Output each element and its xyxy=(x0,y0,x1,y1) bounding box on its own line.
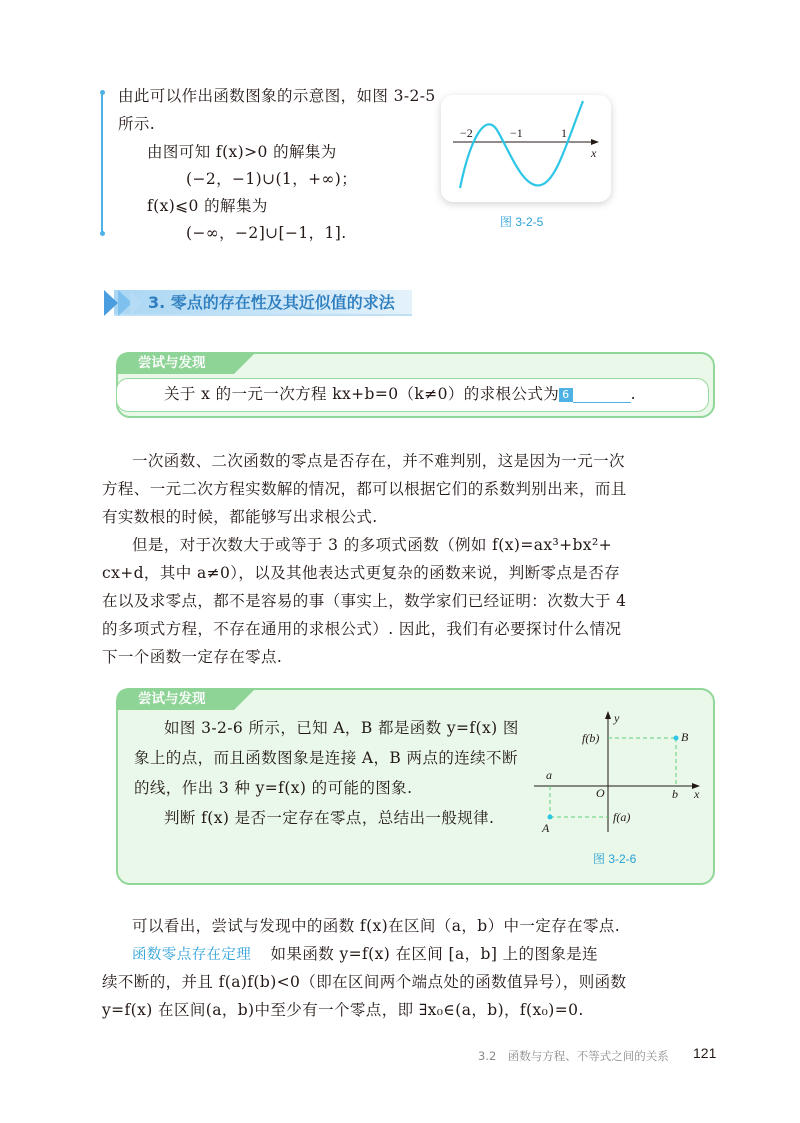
top-text-line-6: (−∞，−2]∪[−1，1]. xyxy=(186,224,347,242)
page-number: 121 xyxy=(693,1045,717,1061)
top-text-line-4: (−2，−1)∪(1，+∞)； xyxy=(186,170,358,188)
para2-line-2: cx+d，其中 a≠0），以及其他表达式更复杂的函数来说，判断零点是否存 xyxy=(102,564,621,582)
x-axis-arrow xyxy=(591,139,599,145)
point-a xyxy=(548,815,553,820)
x-axis-label: x xyxy=(694,787,700,801)
para3-line-1: 可以看出，尝试与发现中的函数 f(x)在区间（a，b）中一定存在零点. xyxy=(132,917,621,935)
box1-question xyxy=(164,378,636,410)
section-title: 3. 零点的存在性及其近似值的求法 xyxy=(148,293,395,312)
margin-rule xyxy=(101,93,103,233)
margin-rule-dot-bottom xyxy=(100,231,105,236)
origin-label: O xyxy=(596,786,605,800)
figure-3-2-6-caption: 图 3-2-6 xyxy=(593,852,637,866)
box2-line-1: 如图 3-2-6 所示，已知 A，B 都是函数 y=f(x) 图 xyxy=(164,719,519,737)
margin-rule-dot-top xyxy=(100,90,105,95)
fb-label: f(b) xyxy=(582,731,600,745)
para3-line-3: 续不断的，并且 f(a)f(b)<0（即在区间两个端点处的函数值异号），则函数 xyxy=(102,973,627,991)
box2-line-3: 的线，作出 3 种 y=f(x) 的可能的图象. xyxy=(134,779,413,797)
try-discover-tab-1-label: 尝试与发现 xyxy=(138,355,206,371)
para2-line-1: 但是，对于次数大于或等于 3 的多项式函数（例如 f(x)=ax³+bx²+ xyxy=(132,536,612,554)
y-axis-label: y xyxy=(614,711,620,725)
para3-line-4: y=f(x) 在区间(a，b)中至少有一个零点，即 ∃x₀∈(a，b)，f(x₀)=0. xyxy=(102,1001,584,1019)
point-B-label: B xyxy=(681,730,689,744)
figure-3-2-5 xyxy=(441,95,611,202)
cubic-curve xyxy=(460,101,583,188)
try-discover-tab-2-label: 尝试与发现 xyxy=(138,691,206,707)
box1-question-text: 关于 x 的一元一次方程 kx+b=0（k≠0）的求根公式为 xyxy=(164,385,560,403)
para1-line-3: 有实数根的时候，都能够写出求根公式. xyxy=(102,508,378,526)
tick-label-neg1: −1 xyxy=(510,126,523,140)
answer-blank[interactable] xyxy=(573,388,631,403)
top-text-line-5: f(x)⩽0 的解集为 xyxy=(147,197,268,215)
para2-line-5: 下一个函数一定存在零点. xyxy=(102,648,283,666)
figure-3-2-5-caption: 图 3-2-5 xyxy=(500,215,544,229)
y-axis-arrow xyxy=(605,711,611,719)
box1-question-end: . xyxy=(630,385,636,403)
point-b xyxy=(674,736,679,741)
a-label: a xyxy=(546,768,552,782)
theorem-title: 函数零点存在定理 xyxy=(132,947,252,963)
running-footer: 3.2 函数与方程、不等式之间的关系 xyxy=(478,1049,669,1063)
figure-3-2-5-card xyxy=(441,95,611,202)
top-text-line-2: 所示. xyxy=(118,115,156,133)
box2-line-4: 判断 f(x) 是否一定存在零点，总结出一般规律. xyxy=(164,809,495,827)
para3-line-2-text: 如果函数 y=f(x) 在区间 [a，b] 上的图象是连 xyxy=(270,945,599,963)
box2-line-2: 象上的点，而且函数图象是连接 A，B 两点的连续不断 xyxy=(134,749,518,767)
blank-number-6: 6 xyxy=(559,388,572,402)
tick-label-1: 1 xyxy=(561,126,567,140)
b-label: b xyxy=(672,787,678,801)
top-text-line-3: 由图可知 f(x)>0 的解集为 xyxy=(147,143,337,161)
para1-line-1: 一次函数、二次函数的零点是否存在，并不难判别，这是因为一元一次 xyxy=(132,452,625,470)
para2-line-4: 的多项式方程，不存在通用的求根公式）. 因此，我们有必要探讨什么情况 xyxy=(102,620,622,638)
point-A-label: A xyxy=(542,821,550,835)
para1-line-2: 方程、一元二次方程实数解的情况，都可以根据它们的系数判别出来，而且 xyxy=(102,480,627,498)
top-text-line-1: 由此可以作出函数图象的示意图，如图 3-2-5 xyxy=(118,87,436,105)
para2-line-3: 在以及求零点，都不是容易的事（事实上，数学家们已经证明：次数大于 4 xyxy=(102,592,627,610)
fa-label: f(a) xyxy=(613,810,631,824)
x-axis-label: x xyxy=(591,146,597,160)
figure-3-2-6 xyxy=(528,706,708,836)
tick-label-neg2: −2 xyxy=(460,126,473,140)
